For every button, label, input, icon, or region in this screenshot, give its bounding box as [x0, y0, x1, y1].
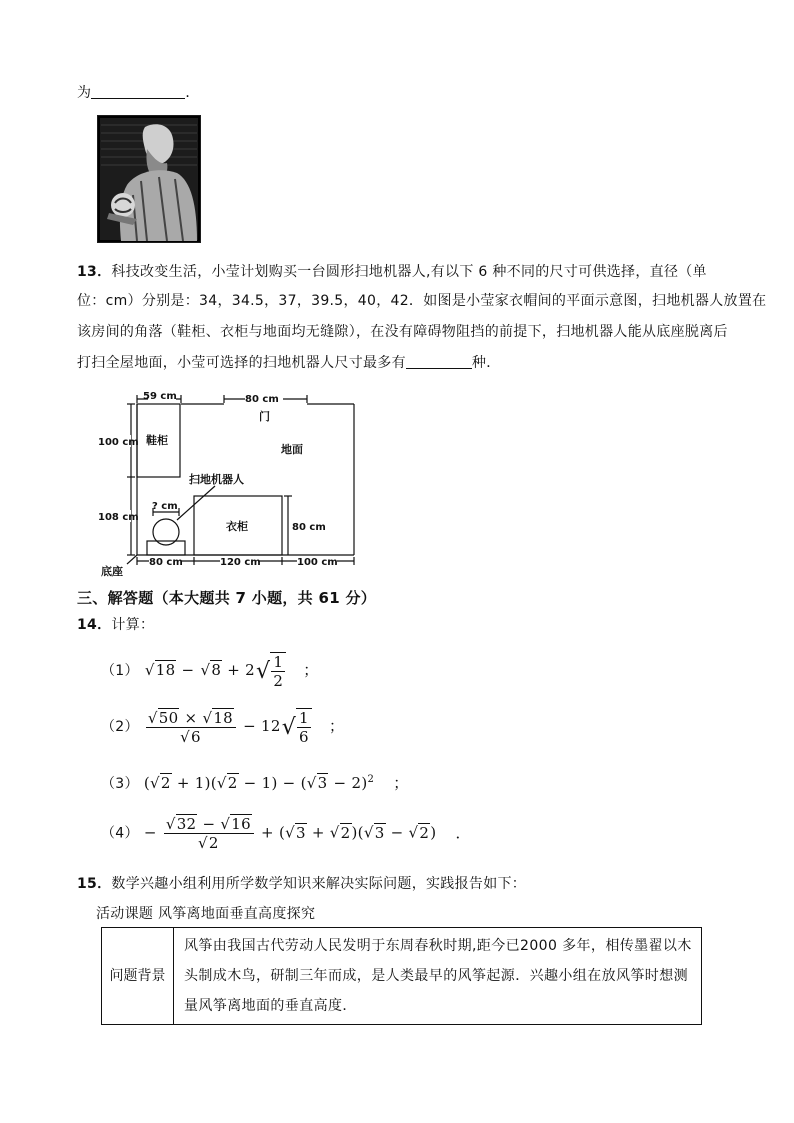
q13-line-2: 位：cm）分别是：34，34.5，37，39.5，40，42．如图是小莹家衣帽间的平面示意图，扫地机器人放置在	[77, 293, 767, 309]
shoe-cabinet-label: 鞋柜	[146, 434, 168, 447]
dim-robot-diameter: ? cm	[152, 501, 178, 512]
answer-blank	[91, 84, 185, 99]
table-row	[102, 928, 702, 1025]
dim-100-bottom: 100 cm	[297, 557, 338, 568]
q14-prompt: 14．计算：	[77, 617, 155, 633]
floor-label: 地面	[281, 443, 303, 456]
dim-100-left: 100 cm	[98, 437, 139, 448]
section-title: 三、解答题（本大题共 7 小题，共 61 分）	[77, 589, 377, 607]
q15-activity-title: 活动课题 风筝离地面垂直高度探究	[96, 906, 316, 922]
wardrobe-label: 衣柜	[226, 520, 248, 533]
answer-line-12: 为 ．	[77, 85, 200, 101]
base-rect	[147, 541, 185, 555]
table-content-cell: 风筝由我国古代劳动人民发明于东周春秋时期,距今已2000 多年，相传墨翟以木头制成木鸟，研制三年而成，是人类最早的风筝起源．兴趣小组在放风筝时想测量风筝离地面的垂直高度．	[174, 928, 702, 1025]
table-header-cell: 问题背景	[102, 928, 174, 1025]
q14-part-3: （3） $(√2 + 1)(√2 - 1) - (√3 - 2)^2$ ；	[101, 774, 409, 792]
q13-line-3: 该房间的角落（鞋柜、衣柜与地面均无缝隙），在没有障碍物阻挡的前提下，扫地机器人能从底座脱离后	[77, 324, 728, 340]
q14-part-1: （1） √18 − √8 + 2√ $\frac{1}{2}$ ；	[101, 653, 319, 690]
door-label: 门	[259, 410, 270, 423]
dim-59: 59 cm	[143, 391, 177, 402]
dim-80-right: 80 cm	[292, 522, 326, 533]
answer-blank	[406, 354, 472, 369]
q15-report-table	[101, 927, 702, 1025]
q14-part-2: （2） $\frac{√50 \times √18}{√6}$ − 12√ $\frac{1}{6}$ ；	[101, 708, 345, 746]
q13-line-1: 13．科技改变生活，小莹计划购买一台圆形扫地机器人,有以下 6 种不同的尺寸可供选择，直径（单	[77, 264, 707, 280]
dim-120: 120 cm	[220, 557, 261, 568]
q15-line: 15．数学兴趣小组利用所学数学知识来解决实际问题，实践报告如下：	[77, 876, 527, 892]
room-floor-plan	[95, 384, 370, 578]
dim-80-door: 80 cm	[245, 394, 279, 405]
dim-80-bottom: 80 cm	[149, 557, 183, 568]
q13-line-4: 打扫全屋地面，小莹可选择的扫地机器人尺寸最多有 种．	[77, 355, 501, 371]
base-label: 底座	[101, 565, 123, 578]
q14-part-4: （4） − $\frac{√32 - √16}{√2}$ + (√3 + √2)(√3 − √2) ．	[101, 815, 471, 852]
robot-label: 扫地机器人	[189, 473, 244, 486]
dim-108: 108 cm	[98, 512, 139, 523]
portrait-image	[97, 115, 201, 243]
